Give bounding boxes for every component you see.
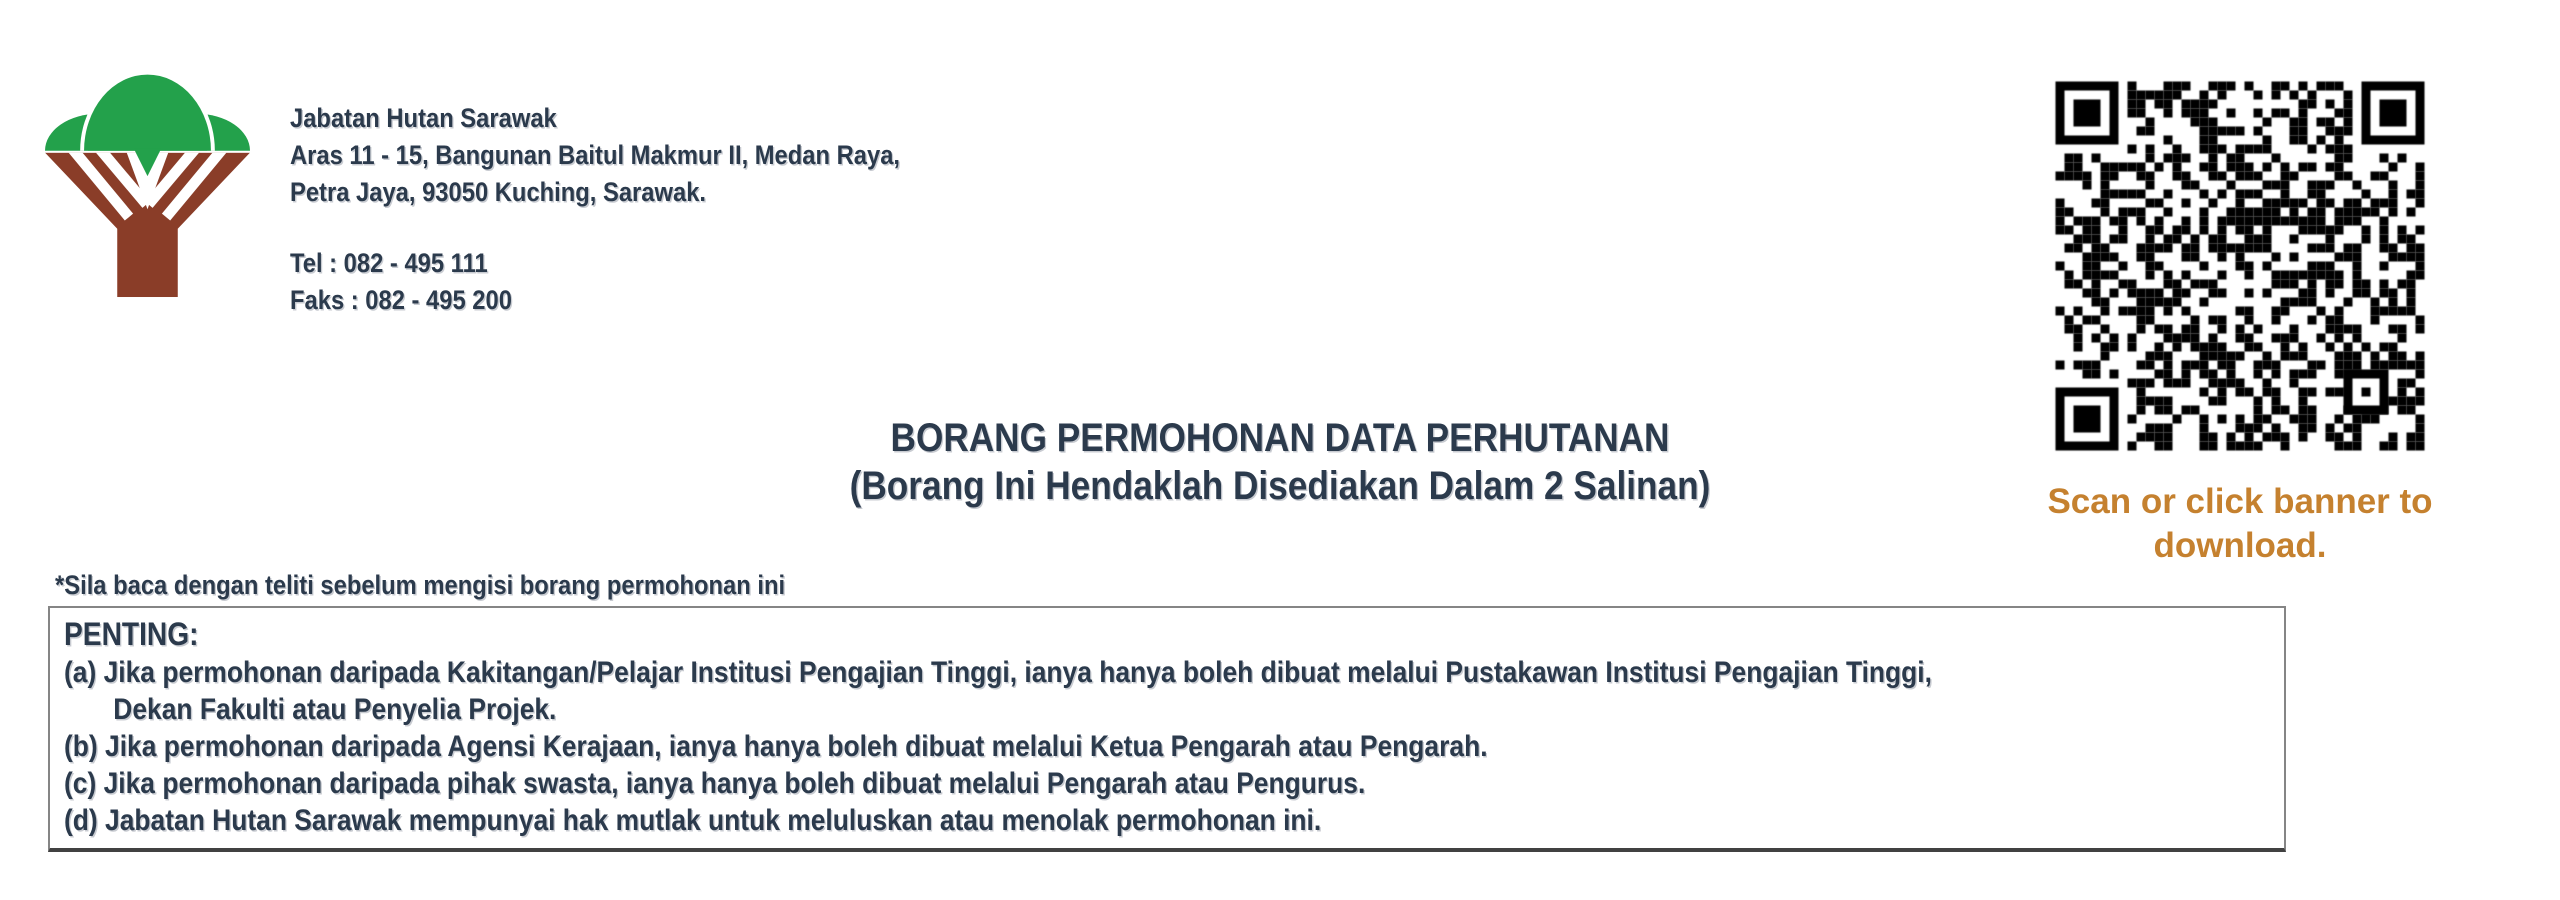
logo-canopy-center bbox=[84, 75, 211, 151]
org-address-line-1: Aras 11 - 15, Bangunan Baitul Makmur II, Medan Raya, bbox=[290, 140, 901, 170]
penting-line: (c) Jika permohonan daripada pihak swasta, ianya hanya boleh dibuat melalui Pengarah atau Pengurus. bbox=[64, 767, 1366, 800]
penting-box bbox=[48, 606, 2286, 852]
qr-caption-line-1: Scan or click banner to bbox=[2047, 482, 2433, 521]
penting-line: (b) Jika permohonan daripada Agensi Kerajaan, ianya hanya boleh dibuat melalui Ketua Pengarah atau Pengarah. bbox=[64, 730, 1488, 763]
read-carefully-note: *Sila baca dengan teliti sebelum mengisi borang permohonan ini bbox=[55, 570, 786, 600]
qr-caption-line-2: download. bbox=[2153, 526, 2327, 565]
penting-line: Dekan Fakulti atau Penyelia Projek. bbox=[113, 693, 557, 726]
form-title: BORANG PERMOHONAN DATA PERHUTANAN bbox=[890, 416, 1670, 460]
form-subtitle: (Borang Ini Hendaklah Disediakan Dalam 2 Salinan) bbox=[849, 464, 1711, 508]
forest-department-logo bbox=[45, 60, 250, 300]
qr-code[interactable] bbox=[2050, 76, 2430, 456]
penting-line: (d) Jabatan Hutan Sarawak mempunyai hak mutlak untuk meluluskan atau menolak permohonan ini. bbox=[64, 804, 1322, 837]
org-contact-block bbox=[290, 245, 983, 319]
org-fax: Faks : 082 - 495 200 bbox=[290, 285, 512, 315]
form-title-block bbox=[0, 414, 2560, 510]
penting-line: (a) Jika permohonan daripada Kakitangan/Pelajar Institusi Pengajian Tinggi, ianya hanya boleh dibuat melalui Pustakawan Institusi Pengajian Tinggi, bbox=[64, 656, 1932, 689]
penting-heading: PENTING: bbox=[64, 616, 199, 652]
penting-lines bbox=[64, 654, 2284, 839]
org-name: Jabatan Hutan Sarawak bbox=[290, 103, 557, 133]
org-tel: Tel : 082 - 495 111 bbox=[290, 248, 488, 278]
org-address-block bbox=[290, 100, 983, 319]
org-address-line-2: Petra Jaya, 93050 Kuching, Sarawak. bbox=[290, 177, 707, 207]
